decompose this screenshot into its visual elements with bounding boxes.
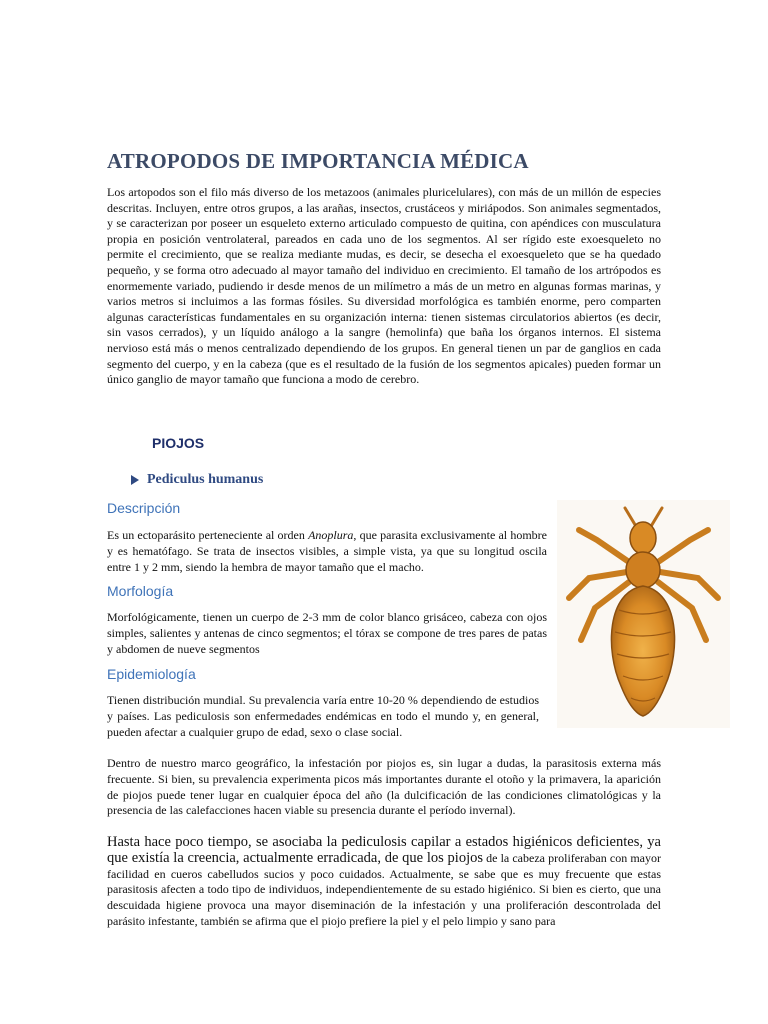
marco-paragraph: Dentro de nuestro marco geográfico, la infestación por piojos es, sin lugar a dudas, la parasitosis externa más frecuente. Si bien, su prevalencia experimenta picos más importantes durante el otoño y la primavera, la aparición de piojos puede tener lugar en cualquier época del año (la dulcificación de las condiciones climatológicas y la presencia de las calefacciones hacen viable su presencia durante el período invernal). — [107, 756, 661, 818]
heading-descripcion: Descripción — [107, 500, 181, 516]
final-text-large: Hasta hace poco tiempo, se asociaba la pediculosis capilar a estados higiénicos deficientes, ya que existía la creencia, actualmente erradicada, de que los piojos — [107, 834, 661, 866]
section-title-piojos: PIOJOS — [152, 435, 205, 451]
louse-illustration — [557, 500, 730, 728]
louse-image — [557, 500, 730, 728]
intro-paragraph: Los artopodos son el filo más diverso de los metazoos (animales pluricelulares), con más de un millón de especies descritas. Incluyen, entre otros grupos, a las arañas, insectos, crustáceos y miriápodos. Son animales segmentados, y se caracterizan por poseer un esqueleto externo articulado compuesto de quitina, con apéndices con musculatura propia en posición ventrolateral, pareados en cada uno de los segmentos. Al ser rígido este exoesqueleto no permite el crecimiento, que se realiza mediante mudas, es decir, se desecha el exoesqueleto que se ha quedado pequeño, y se forma otro adecuado al mayor tamaño del individuo en crecimiento. El tamaño de los artrópodos es enormemente variado, pudiendo ir desde menos de un milímetro a más de un metro en algunas formas marinas, y varios metros si incluimos a las formas fósiles. Su diversidad morfológica es también enorme, pero comparten algunas características fundamentales en su organización interna: tienen sistemas circulatorios abiertos (es decir, sin vasos cerrados), y un líquido análogo a la sangre (hemolinfa) que baña los órganos internos. El sistema nervioso está más o menos centralizado dependiendo de los grupos. En general tienen un par de ganglios en cada segmento del cuerpo, y en la cabeza (que es el resultado de la fusión de los segmentos apicales) pueden formar un único ganglio de mayor tamaño que funciona a modo de cerebro. — [107, 185, 661, 387]
epidemiologia-paragraph: Tienen distribución mundial. Su prevalencia varía entre 10-20 % dependiendo de estudios y países. Las pediculosis son enfermedades endémicas en todo el mundo y, en general, pueden afectar a cualquier grupo de edad, sexo o clase social. — [107, 693, 539, 739]
morfologia-paragraph: Morfológicamente, tienen un cuerpo de 2-3 mm de color blanco grisáceo, cabeza con ojos simples, salientes y antenas de cinco segmentos; el tórax se compone de tres pares de patas y abdomen de nueve segmentos — [107, 610, 547, 656]
final-paragraph — [107, 835, 661, 930]
final-text-small: de la cabeza proliferaban con mayor facilidad en cueros cabelludos sucios y poco cuidados. Actualmente, se sabe que es muy frecuente que estas parasitosis afecten a todo tipo de individuos, independientemente de su estado higiénico. Si bien es cierto, que una descuidada higiene provoca una mayor diseminación de la infestación y una proliferación descontrolada del parásito infestante, también se afirma que el piojo prefiere la piel y el pelo limpio y sano para — [107, 850, 662, 928]
descripcion-text-after: , que parasita exclusivamente al hombre y es hematófago. Se trata de insectos visibles, a simple vista, ya que su longitud oscila entre 1 y 2 mm, siendo la hembra de mayor tamaño que el macho. — [107, 528, 547, 574]
arrow-bullet-icon — [131, 475, 139, 485]
species-heading — [131, 472, 263, 488]
page-title: ATROPODOS DE IMPORTANCIA MÉDICA — [107, 149, 529, 173]
heading-epidemiologia: Epidemiología — [107, 666, 196, 682]
heading-morfologia: Morfología — [107, 583, 174, 599]
descripcion-paragraph — [107, 528, 547, 575]
descripcion-text-before: Es un ectoparásito perteneciente al orden — [107, 528, 309, 542]
descripcion-italic-term: Anoplura — [308, 528, 354, 542]
species-title: Pediculus humanus — [147, 472, 264, 487]
